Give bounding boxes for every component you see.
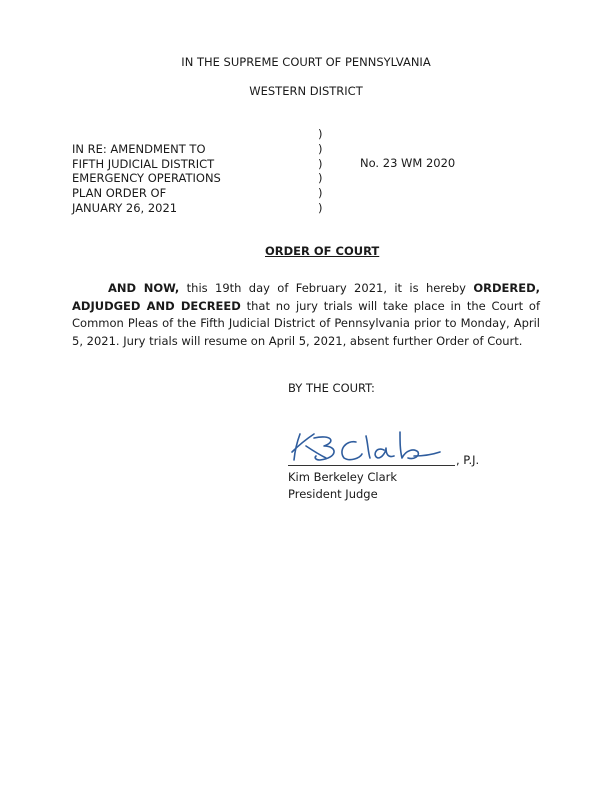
caption-paren: ) xyxy=(318,142,323,156)
order-text-2: that no jury trials will take place in the Court of Common Pleas of the Fifth Judicial District of Pennsylvania prior to Monday, April 5, 2021. Jury trials will resume on April 5, 2021, absent further Order of Court. xyxy=(72,298,541,348)
signature-suffix: , P.J. xyxy=(456,453,480,467)
order-lead: AND NOW, xyxy=(108,281,180,295)
caption-paren: ) xyxy=(318,201,323,215)
caption-line-5: JANUARY 26, 2021 xyxy=(72,201,178,215)
caption-paren: ) xyxy=(318,171,323,185)
order-body xyxy=(72,280,540,350)
order-decree: ORDERED, ADJUDGED AND DECREED xyxy=(72,281,540,313)
caption-line-3: EMERGENCY OPERATIONS xyxy=(72,171,221,185)
caption-line-1: IN RE: AMENDMENT TO xyxy=(72,142,206,156)
order-title xyxy=(265,244,379,258)
handwritten-signature xyxy=(288,428,458,466)
order-title-text: ORDER OF COURT xyxy=(265,244,380,258)
signer-title: President Judge xyxy=(288,487,378,501)
caption-paren: ) xyxy=(318,127,323,141)
signature-line xyxy=(288,465,455,466)
caption-line-4: PLAN ORDER OF xyxy=(72,186,167,200)
docket-number: No. 23 WM 2020 xyxy=(360,156,456,170)
district-heading: WESTERN DISTRICT xyxy=(249,84,363,98)
by-the-court: BY THE COURT: xyxy=(288,381,375,395)
caption-paren: ) xyxy=(318,186,323,200)
court-heading: IN THE SUPREME COURT OF PENNSYLVANIA xyxy=(181,55,431,69)
caption-paren: ) xyxy=(318,157,323,171)
caption-line-2: FIFTH JUDICIAL DISTRICT xyxy=(72,157,215,171)
signer-name: Kim Berkeley Clark xyxy=(288,470,398,484)
order-text-1: this 19th day of February 2021, it is hereby xyxy=(179,281,474,295)
